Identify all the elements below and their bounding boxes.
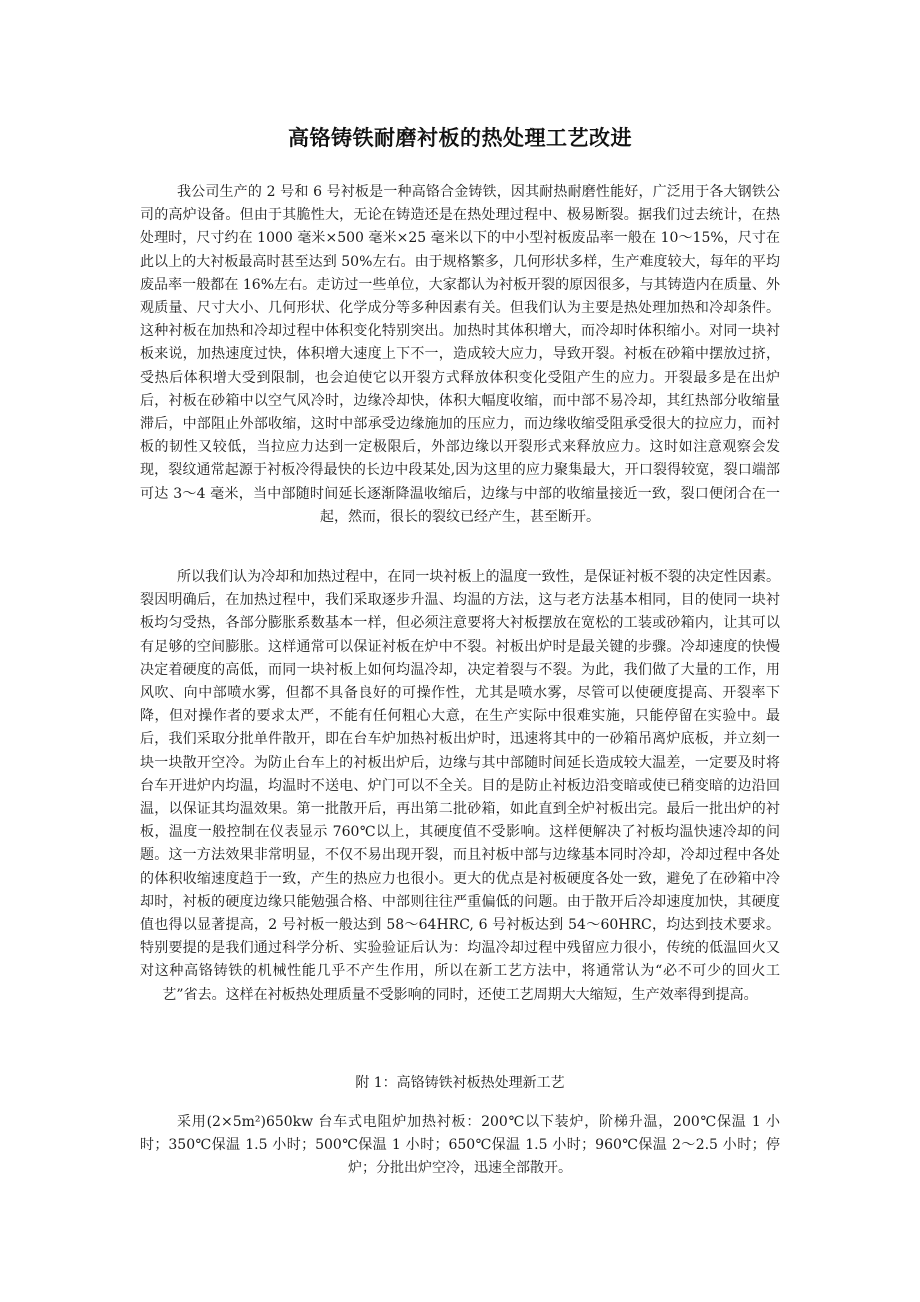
- paragraph-cooling-method: 所以我们认为冷却和加热过程中，在同一块衬板上的温度一致性，是保证衬板不裂的决定性因素。裂因明确后，在加热过程中，我们采取逐步升温、均温的方法，这与老方法基本相同，目的使同一块衬板均匀受热，各部分膨胀系数基本一样，但必须注意要将大衬板摆放在宽松的工装或砂箱内，让其可以有足够的空间膨胀。这样通常可以保证衬板在炉中不裂。衬板出炉时是最关键的步骤。冷却速度的快慢决定着硬度的高低，而同一块衬板上如何均温冷却，决定着裂与不裂。为此，我们做了大量的工作，用风吹、向中部喷水雾，但都不具备良好的可操作性，尤其是喷水雾，尽管可以使硬度提高、开裂率下降，但对操作者的要求太严，不能有任何粗心大意，在生产实际中很难实施，只能停留在实验中。最后，我们采取分批单件散开，即在台车炉加热衬板出炉时，迅速将其中的一砂箱吊离炉底板，并立刻一块一块散开空冷。为防止台车上的衬板出炉后，边缘与其中部随时间延长造成较大温差，一定要及时将台车开进炉内均温，均温时不送电、炉门可以不全关。目的是防止衬板边沿变暗或使已稍变暗的边沿回温，以保证其均温效果。第一批散开后，再出第二批砂箱，如此直到全炉衬板出完。最后一批出炉的衬板，温度一般控制在仪表显示 760℃以上，其硬度值不受影响。这样便解决了衬板均温快速冷却的问题。这一方法效果非常明显，不仅不易出现开裂，而且衬板中部与边缘基本同时冷却，冷却过程中各处的体积收缩速度趋于一致，产生的热应力也很小。更大的优点是衬板硬度各处一致，避免了在砂箱中冷却时，衬板的硬度边缘只能勉强合格、中部则往往严重偏低的问题。由于散开后冷却速度加快，其硬度值也得以显著提高，2 号衬板一般达到 58～64HRC, 6 号衬板达到 54～60HRC，均达到技术要求。特别要提的是我们通过科学分析、实验验证后认为：均温冷却过程中残留应力很小，传统的低温回火又对这种高铬铸铁的机械性能几乎不产生作用，所以在新工艺方法中，将通常认为“必不可少的回火工艺”省去。这样在衬板热处理质量不受影响的同时，还使工艺周期大大缩短，生产效率得到提高。: [140, 569, 780, 1003]
- paragraph-cracking-causes: 我公司生产的 2 号和 6 号衬板是一种高铬合金铸铁，因其耐热耐磨性能好，广泛用于各大钢铁公司的高炉设备。但由于其脆性大，无论在铸造还是在热处理过程中、极易断裂。据我们过去统计，在热处理时，尺寸约在 1000 毫米×500 毫米×25 毫米以下的中小型衬板废品率一般在 10～15%，尺寸在此以上的大衬板最高时甚至达到 50%左右。由于规格繁多，几何形状多样，生产难度较大，每年的平均废品率一般都在 16%左右。走访过一些单位，大家都认为衬板开裂的原因很多，与其铸造内在质量、外观质量、尺寸大小、几何形状、化学成分等多种因素有关。但我们认为主要是热处理加热和冷却条件。这种衬板在加热和冷却过程中体积变化特别突出。加热时其体积增大，而冷却时体积缩小。对同一块衬板来说，加热速度过快，体积增大速度上下不一，造成较大应力，导致开裂。衬板在砂箱中摆放过挤，受热后体积增大受到限制，也会迫使它以开裂方式释放体积变化受阻产生的应力。开裂最多是在出炉后，衬板在砂箱中以空气风冷时，边缘冷却快，体积大幅度收缩，而中部不易冷却，其红热部分收缩量滞后，中部阻止外部收缩，这时中部承受边缘施加的压应力，而边缘收缩受阻承受很大的拉应力，而衬板的韧性又较低，当拉应力达到一定极限后，外部边缘以开裂形式来释放应力。这时如注意观察会发现，裂纹通常起源于衬板冷得最快的长边中段某处,因为这里的应力聚集最大，开口裂得较宽，裂口端部可达 3～4 毫米，当中部随时间延长逐渐降温收缩后，边缘与中部的收缩量接近一致，裂口便闭合在一起，然而，很长的裂纹已经产生，甚至断开。: [140, 184, 780, 525]
- document-title: 高铬铸铁耐磨衬板的热处理工艺改进: [288, 126, 632, 150]
- appendix-title: 附 1：高铬铸铁衬板热处理新工艺: [355, 1075, 565, 1091]
- appendix-process-text: 采用(2×5m²)650kw 台车式电阻炉加热衬板：200℃以下装炉，阶梯升温，200℃保温 1 小时；350℃保温 1.5 小时；500℃保温 1 小时；650℃保温 1.5 小时；960℃保温 2～2.5 小时；停炉；分批出炉空冷，迅速全部散开。: [140, 1114, 780, 1177]
